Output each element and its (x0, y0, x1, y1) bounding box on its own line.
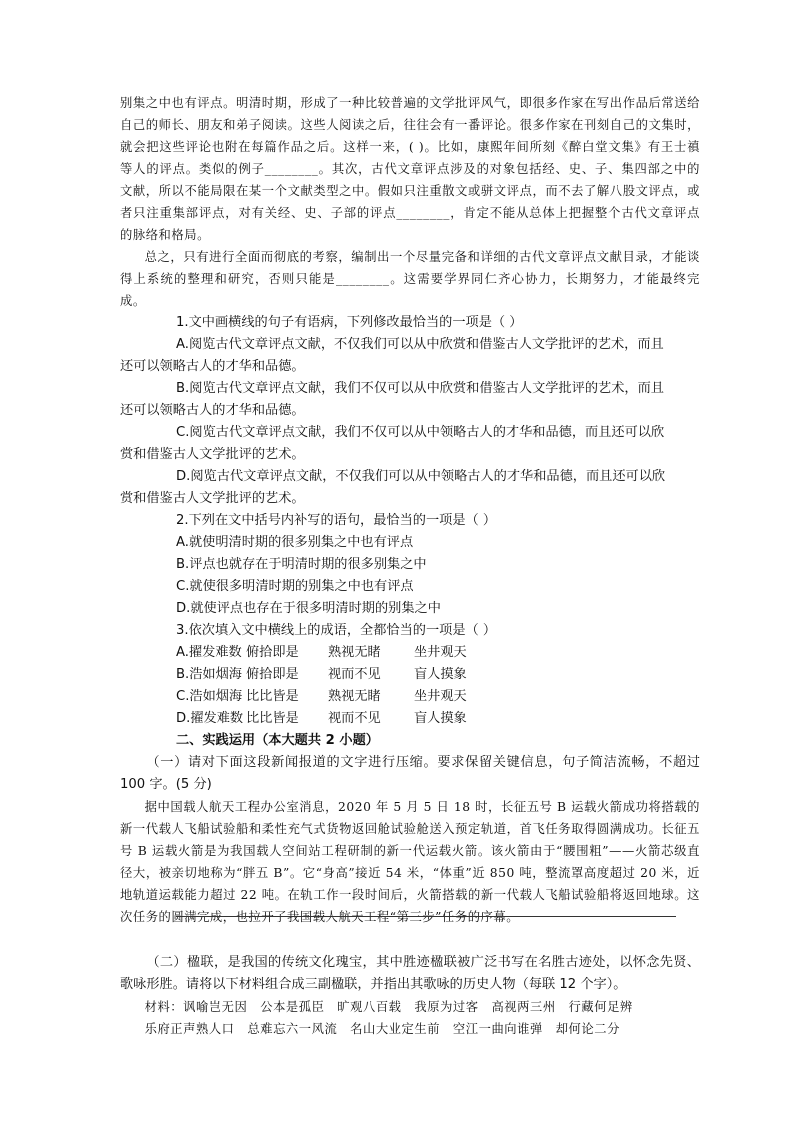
option-a-line1: A.阅览古代文章评点文献，不仅我们可以从中欣赏和借鉴古人文学批评的艺术，而且 (176, 337, 664, 352)
q3-a-word-3: 熟视无睹 (328, 645, 381, 660)
answer-line-space (120, 932, 700, 952)
question-3-stem: 3.依次填入文中横线上的成语，全都恰当的一项是（ ） (176, 623, 497, 638)
question-3-option-b (120, 664, 700, 686)
option-a-line2: 还可以领略古人的才华和品德。 (120, 359, 305, 374)
q3-a-word-2: 俯拾即是 (246, 645, 299, 660)
question-2-stem: 2.下列在文中括号内补写的语句，最恰当的一项是（ ） (176, 513, 497, 528)
q3-a-word-1: A.擢发难数 (176, 645, 242, 660)
option-b-line1: B.阅览古代文章评点文献，我们不仅可以从中欣赏和借鉴古人文学批评的艺术，而且 (176, 381, 664, 396)
question-1-option-b (120, 378, 700, 422)
passage-paragraph-2: 总之，只有进行全面而彻底的考察，编制出一个尽量完备和详细的古代文章评点文献目录，才能谈得上系统的整理和研究，否则只能是________。这需要学界同仁齐心协力，长期努力，才能最终完成。 (120, 250, 700, 308)
question-3-option-c (120, 686, 700, 708)
question-2-option-d: D.就使评点也存在于很多明清时期的别集之中 (176, 601, 441, 616)
exam-page (120, 92, 700, 1040)
q3-d-word-2: 比比皆是 (246, 711, 299, 726)
q3-c-word-2: 比比皆是 (246, 689, 299, 704)
news-passage: 据中国载人航天工程办公室消息，2020 年 5 月 5 日 18 时，长征五号 B 运载火箭成功将搭载的新一代载人飞船试验船和柔性充气式货物返回舱试验舱送入预定轨道，首飞任务取得圆满成功。长征五号 B 运载火箭是为我国载人空间站工程研制的新一代运载火箭。该火箭由于“腰围粗”——火箭芯级直径大，被亲切地称为“胖五 B”。它“身高”接近 54 米，“体重”近 850 吨，整流罩高度超过 20 米，近地轨道运载能力超过 22 吨。在轨工作一段时间后，火箭搭载的新一代载人飞船试验船将返回地球。这次任务的圆满完成，也拉开了我国载人航天工程“第三步”任务的序幕。 (120, 800, 700, 924)
question-2-option-b: B.评点也就存在于明清时期的很多别集之中 (176, 557, 427, 572)
q3-b-word-4: 盲人摸象 (414, 667, 467, 682)
option-c-line2: 赏和借鉴古人文学批评的艺术。 (120, 447, 305, 462)
q3-b-word-2: 俯拾即是 (246, 667, 299, 682)
passage-paragraph-1: 别集之中也有评点。明清时期，形成了一种比较普遍的文学批评风气，即很多作家在写出作品后常送给自己的师长、朋友和弟子阅读。这些人阅读之后，往往会有一番评论。很多作家在刊刻自己的文集时，就会把这些评论也附在每篇作品之后。这样一来，( )。比如，康熙年间所刻《醉白堂文集》有王士禛等人的评点。类似的例子________。其次，古代文章评点涉及的对象包括经、史、子、集四部之中的文献，所以不能局限在某一个文献类型之中。假如只注重散文或骈文评点，而不去了解八股文评点，或者只注重集部评点，对有关经、史、子部的评点________，肯定不能从总体上把握整个古代文章评点的脉络和格局。 (120, 96, 700, 242)
answer-underline (176, 916, 676, 917)
question-1-option-c (120, 422, 700, 466)
materials-line-1: 材料：讽喻岂无因 公本是孤臣 旷观八百载 我原为过客 高视两三州 行藏何足辨 (144, 1000, 633, 1014)
question-1-option-d (120, 466, 700, 510)
option-b-line2: 还可以领略古人的才华和品德。 (120, 403, 305, 418)
materials-line-2: 乐府正声熟人口 总难忘六一风流 名山大业定生前 空江一曲向谁弹 却何论二分 (144, 1022, 620, 1036)
q3-c-word-3: 熟视无睹 (328, 689, 381, 704)
q3-d-word-3: 视而不见 (328, 711, 381, 726)
section-2-part-2-instruction: （二）楹联，是我国的传统文化瑰宝，其中胜迹楹联被广泛书写在名胜古迹处，以怀念先贤、歌咏形胜。请将以下材料组合成三副楹联，并指出其歌咏的历史人物（每联 12 个字）。 (120, 955, 700, 992)
q3-b-word-3: 视而不见 (328, 667, 381, 682)
section-2-part-1-instruction: （一）请对下面这段新闻报道的文字进行压缩。要求保留关键信息，句子简洁流畅，不超过 100 字。(5 分) (120, 755, 700, 792)
q3-c-word-1: C.浩如烟海 (176, 689, 243, 704)
question-1-stem: 1.文中画横线的句子有语病，下列修改最恰当的一项是（ ） (176, 315, 523, 330)
q3-b-word-1: B.浩如烟海 (176, 667, 242, 682)
question-2-option-c: C.就使很多明清时期的别集之中也有评点 (176, 579, 414, 594)
section-2-title: 二、实践运用（本大题共 2 小题） (176, 733, 379, 748)
q3-d-word-4: 盲人摸象 (414, 711, 467, 726)
option-d-line2: 赏和借鉴古人文学批评的艺术。 (120, 491, 305, 506)
option-c-line1: C.阅览古代文章评点文献，我们不仅可以从中领略古人的才华和品德，而且还可以欣 (176, 425, 665, 440)
option-d-line1: D.阅览古代文章评点文献，不仅我们可以从中领略古人的才华和品德，而且还可以欣 (176, 469, 666, 484)
q3-c-word-4: 坐井观天 (414, 689, 467, 704)
q3-a-word-4: 坐井观天 (414, 645, 467, 660)
question-3-option-a (120, 642, 700, 664)
q3-d-word-1: D.擢发难数 (176, 711, 244, 726)
question-1-option-a (120, 334, 700, 378)
question-2-option-a: A.就使明清时期的很多别集之中也有评点 (176, 535, 414, 550)
question-3-option-d (120, 708, 700, 730)
